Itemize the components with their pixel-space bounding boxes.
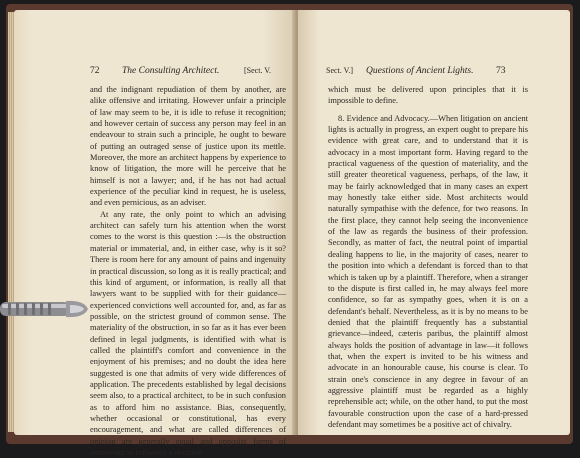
left-page	[14, 10, 296, 457]
right-page-body	[328, 84, 528, 430]
paragraph: which must be delivered upon principles that it is impossible to define.	[328, 85, 528, 106]
paragraph: and the indignant repudiation of them by another, are alike offensive and irritating. However unfair a principle of law may seem to be, it is idle to refuse it recognition; and however certain of success any person may feel in an endeavour to strain such a principle, he ought to beware of putting an outraged sense of justice upon its mettle. Moreover, the more an architect happens by experience to know of litigation, the more will he perceive that he himself is not a lawyer; and, if he has not had actual experience of the peculiar kind in request, he is useless, and even pernicious, as an adviser.	[90, 85, 286, 208]
page-number: 73	[496, 66, 506, 76]
page-number: 72	[90, 66, 100, 76]
page-clip-icon	[0, 292, 92, 326]
section-marker: Sect. V.]	[326, 66, 354, 75]
running-title: Questions of Ancient Lights.	[366, 66, 474, 76]
right-page	[298, 10, 570, 435]
section-marker: [Sect. V.	[244, 66, 272, 75]
running-title: The Consulting Architect.	[122, 66, 220, 76]
left-page-body	[90, 84, 286, 458]
paragraph: 8. Evidence and Advocacy.—When litigation on ancient lights is actually in progress, an expert ought to prepare his evidence with great care, and to understand that it is advocacy in a most important form. Having regard to the practical vagueness of the question of materiality, and the still greater theoretical vagueness, perhaps, of the law, it may be fairly acknowledged that in many cases an expert may honestly take either side. Most architects would naturally sympathise with the defence, for two reasons. In the first place, they cannot help seeing the inconvenience of the law as regards the business of their profession. Secondly, as matter of fact, the neutral point of impartial dealing happens to lie, in the majority of cases, nearer to the position into which a defendant is forced than to that which is taken up by a plaintiff. Therefore, when a stranger to the dispute is first called in, he may always feel more confidence, so far as sympathy goes, when it is on a defendant's behalf. Nevertheless, as it is by no means to be denied that the plaintiff frequently has a substantial grievance—indeed, cæteris paribus, the plaintiff almost always holds the position of advantage in law—it follows that, when the expert is invited to be his witness and advocate in an honourable cause, his course is clear. To strain one's conscience in any degree in favour of an aggressive plaintiff must be regarded as a highly reprehensible act; while, on the other hand, to put the most favourable construction upon the case of a hard-pressed defendant may sometimes be a positive act of chivalry.	[328, 113, 528, 429]
paragraph: At any rate, the only point to which an advising architect can safely turn his attention when the worst comes to the worst is this question :—is the obstruction material or immaterial, and, in either case, why is it so? There is room here for any amount of pains and ingenuity in practical discussion, so long as it is really practical; and this kind of argument, or information, is really all that lawyers want to be supplied with for their guidance—experienced convictions well accounted for, and, as far as possible, on the strictest ground of common sense. The materiality of the obstruction, in so far as it has ever been defined in legal judgments, is identified with what is called the plaintiff's comfort and convenience in the enjoyment of his premises; and no doubt the idea here suggested is one that admits of very wide differences of application. The precedents established by legal decisions seem also, to a practical architect, to be in such confusion as to afford him no assistance. Bias, consequently, whether occasional or constitutional, has every encouragement, and what are called differences of opinion are generally equal and opposite forms of endeavour to influence a decision	[90, 209, 286, 457]
